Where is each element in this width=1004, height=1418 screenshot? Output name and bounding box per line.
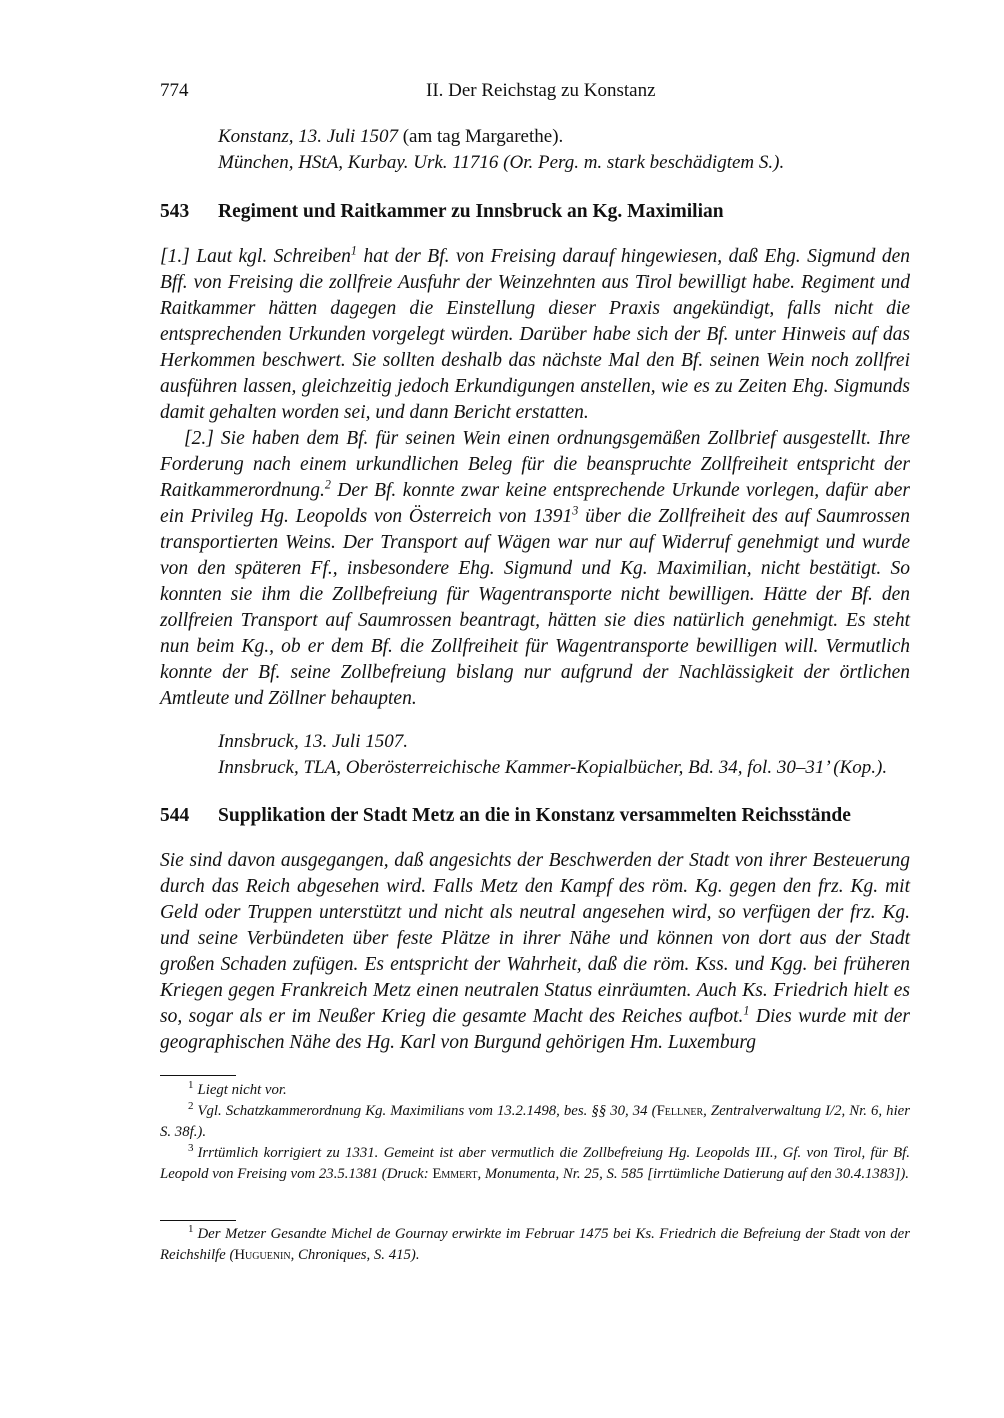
footnote-ref-1: 1 (743, 1003, 750, 1018)
citation-archive: München, HStA, Kurbay. Urk. 11716 (Or. Perg. m. stark beschädigtem S.). (218, 152, 785, 173)
footnotes-544 (160, 1224, 910, 1266)
citation-note: (am tag Margarethe). (397, 126, 564, 147)
running-title: II. Der Reichstag zu Konstanz (426, 80, 656, 101)
footnote-rule (160, 1220, 236, 1221)
footnotes-543 (160, 1080, 910, 1185)
footnote-rule (160, 1075, 236, 1076)
citation-place-date: Konstanz, 13. Juli 1507 (218, 126, 398, 147)
doc-543-paragraph-2: [2.] Sie haben dem Bf. für seinen Wein einen ordnungsgemäßen Zollbrief ausgestellt. Ihre Forderung nach einem urkundlichen Beleg für die beanspruchte Zollfreiheit entspricht der Raitkammerordnung.$^2$ Der Bf. konnte zwar keine entsprechende Urkunde vorlegen, dafür aber ein Privileg Hg. Leopolds von Österreich von 1391$^3$ über die Zollfreiheit des auf Saumrossen transportierten Weins. Der Transport auf Wägen war nur auf Widerruf genehmigt und wurde von den späteren Ff., insbesondere Ehg. Sigmund und Kg. Maximilian, nicht bestätigt. So konnten sie ihm die Zollbefreiung für Wagentransporte nicht bewilligen. Hätte der Bf. den zollfreien Transport auf Saumrossen beantragt, hätten sie dies natürlich genehmigt. Es steht nun beim Kg., ob er dem Bf. die Zollfreiheit für Wagentransporte bewilligen will. Vermutlich konnte der Bf. seine Zollbefreiung bislang nur aufgrund der Nachlässigkeit der örtlichen Amtleute und Zöllner behaupten. (160, 428, 910, 709)
footnote-ref-3: 3 (572, 503, 579, 518)
doc-543-number: 543 (160, 201, 190, 222)
doc-543-body (160, 244, 910, 712)
doc-544-title: Supplikation der Stadt Metz an die in Konstanz versammelten Reichsstände (218, 805, 851, 826)
footnote-3: $^3$ Irrtümlich korrigiert zu 1331. Gemeint ist aber vermutlich die Zollbefreiung Hg. Leopolds III., Gf. von Tirol, für Bf. Leopold von Freising vom 23.5.1381 (Druck: Emmert, Monumenta, Nr. 25, S. 585 [irrtümliche Datierung auf den 30.4.1383]). (160, 1142, 910, 1182)
doc-544-paragraph-1: Sie sind davon ausgegangen, daß angesichts der Beschwerden der Stadt von ihrer Besteuerung durch das Reich abgesehen wird. Falls Metz den Kampf des röm. Kg. gegen den frz. Kg. mit Geld oder Truppen unterstützt und nicht als neutral angesehen wird, so verfügen der frz. Kg. und seine Verbündeten über feste Plätze in ihrer Nähe und können von dort aus der Stadt großen Schaden zufügen. Es entspricht der Wahrheit, daß die röm. Kss. und Kgg. bei früheren Kriegen gegen Frankreich Metz einen neutralen Status einräumten. Auch Ks. Friedrich hielt es so, sogar als er im Neußer Krieg die gesamte Macht des Reiches aufbot.$^1$ Dies wurde mit der geographischen Nähe des Hg. Karl von Burgund gehörigen Hm. Luxemburg (160, 850, 910, 1053)
footnote-ref-2: 2 (324, 477, 331, 492)
footnote-2: $^2$ Vgl. Schatzkammerordnung Kg. Maximilians vom 13.2.1498, bes. §§ 30, 34 (Fellner, Zentralverwaltung I/2, Nr. 6, hier S. 38f.). (160, 1100, 911, 1140)
top-citation (218, 124, 918, 176)
doc-543-place-date: Innsbruck, 13. Juli 1507. (218, 731, 408, 752)
doc-543-heading (160, 201, 724, 223)
doc-543-title: Regiment und Raitkammer zu Innsbruck an Kg. Maximilian (218, 201, 724, 222)
doc-543-citation (218, 729, 918, 781)
doc-543-paragraph-1: [1.] Laut kgl. Schreiben$^1$ hat der Bf. von Freising darauf hingewiesen, daß Ehg. Sigmund den Bff. von Freising die zollfreie Ausfuhr der Weinzehnten aus Tirol bewilligt habe. Regiment und Raitkammer hätten dagegen die Einstellung dieser Praxis angekündigt, falls nicht die entsprechenden Urkunden vorgelegt würden. Darüber habe sich der Bf. unter Hinweis auf das Herkommen beschwert. Sie sollten deshalb das nächste Mal den Bf. seinen Wein noch zollfrei ausführen lassen, gleichzeitig jedoch Erkundigungen anstellen, wie es zu Zeiten Ehg. Sigmunds damit gehalten worden sei, und dann Bericht erstatten. (160, 243, 910, 423)
doc-544-body (160, 848, 910, 1056)
doc-544-number: 544 (160, 805, 190, 826)
footnote-1: $^1$ Liegt nicht vor. (188, 1079, 287, 1098)
doc-544-heading (160, 805, 851, 827)
footnote-ref-1: 1 (350, 243, 357, 258)
page-number: 774 (160, 80, 189, 101)
doc-543-archive: Innsbruck, TLA, Oberösterreichische Kammer-Kopialbücher, Bd. 34, fol. 30–31’ (Kop.). (218, 757, 888, 778)
footnote-1: $^1$ Der Metzer Gesandte Michel de Gournay erwirkte im Februar 1475 bei Ks. Friedrich die Befreiung der Stadt von der Reichshilfe (Huguenin, Chroniques, S. 415). (160, 1223, 910, 1263)
